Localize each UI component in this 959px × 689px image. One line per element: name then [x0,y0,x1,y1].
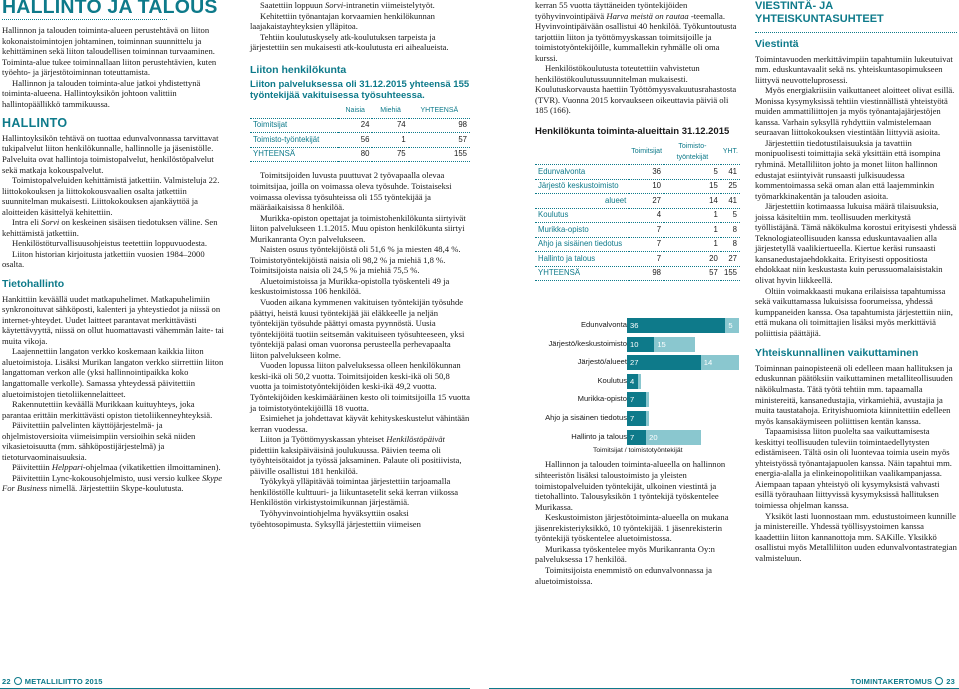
col2-paragraph-7: Aluetoimistoissa ja Murikka-opistolla työskenteli 49 ja keskustoimistossa 106 henkilöä. [250,275,450,297]
chart-category-label: Murikka-opisto [577,394,627,404]
chart-bar-toimistotyontekijat: 1 [646,392,649,407]
chart-bar-toimitsijat: 36 [627,318,725,333]
column-header: Toimitsijat [629,141,664,165]
col4-paragraph-6: Toiminnan painopisteenä oli edelleen maan hallituksen ja eduskunnan päätöksiin vaikuttaminen metalliteollisuuden näkökulmasta. Tätä työtä tehtiin mm. tapaamalla ministereitä, kansanedustajia, virkamiehiä, avustajia ja muita taustatahoja. Erityishuomiota kiinnitettiin edelleen myös kansakäymiseen poliittisen kentän kanssa. [755,362,953,426]
table-row: Toimitsijat 24 74 98 [250,118,470,133]
col4-paragraph-8: Yksiköt lasti luonnostaan mm. edustustoimeen kunnille ja ministereille. Yhdessä työllisyystoimen kanssa kaadettiin liiton kannanottoja mm. SAKille. Yksikkö osallistui myös Metalliliiton uuden edunvalvontastrategian valmisteluun. [755,510,957,563]
tieto-paragraph-5: Päivitettiin Helppari-ohjelmaa (vikatikettien ilmoittaminen). [12,462,221,473]
chart-category-label: Koulutus [597,375,627,385]
table-row: Murikka-opisto 7 1 8 [535,223,740,238]
footer-circle-icon [935,677,943,685]
chart-category-label: Ahjo ja sisäinen tiedotus [545,413,627,422]
table-row: Edunvalvonta 36 5 41 [535,165,740,180]
col2-paragraph-13: Työhyvinvointiohjelma hyväksyttiin osaksi työehtosopimusta. Syksyllä järjestettiin viimeisen [250,507,421,529]
chart-bar-toimitsijat: 7 [627,430,646,445]
col4-paragraph-7: Tapaamisissa liiton puolelta saa vaikuttamisesta keskittyi teollisuuden tuleviin toimintaedellytysten edistämiseen. Tältä osin oli luontevaa toimia usein myös yhteistyössä työnantajapuolen kanssa. Näin tapahtui mm. energia-alalla ja elinkeinopolitiikan vaalikampanjassa. Aiempaan tapaan yhteistyö oli kysymyksistä vahvasti esillä työrauhaan liittyvissä kysymyksissä hallituksen toimiessa ohjelman kanssa. [755,426,952,510]
chart-bar-toimitsijat: 7 [627,411,646,426]
col2-paragraph-9: Vuoden lopussa liiton palveluksessa olleen henkilökunnan keski-ikä oli 50,2 vuotta. Toimitsijoiden keski-ikä oli 50,8 vuotta ja toimistotyöntekijöiden keski-ikä 49,2 vuotta. Työntekijöiden keskimääräinen kesto oli toimitsijoilla 15 vuotta ja toimistotyöntekijöillä 18 vuotta. [250,360,470,413]
table-row: Toimisto-työntekijät 56 1 57 [250,133,470,148]
hallinto-paragraph-4: Henkilöstöturvallisuusohjeistus teetettiin loppuvuodesta. [12,238,208,249]
table-row: alueet 27 14 41 [535,194,740,209]
section-heading-viestinta-yhteiskunta: VIESTINTÄ- JA YHTEISKUNTASUHTEET [755,0,884,25]
staff-summary-heading: Liiton palveluksessa oli 31.12.2015 yhteensä 155 työntekijää vakituisessa työsuhteessa. [250,79,470,102]
column-header: YHT. [721,141,740,165]
page-title: HALLINTO JA TALOUS [2,0,218,18]
col2-paragraph-11: Liiton ja Työttömyyskassan yhteiset Henkilöstöpäivät pidettiin kaksipäiväisinä joulukuussa. Päivien teema oli työyhteisötaidot ja työssä jaksaminen. Palaute oli positiivista, päiville osallistui 181 henkilöä. [250,434,462,476]
col4-paragraph-5: Oltiin voimakkaasti mukana erilaisissa tapahtumissa sekä vaikuttamassa lukuisissa foorumeissa, yhdessä kumppaneiden kanssa. Osa tapahtumista järjestettiin niin, että mukana oli toimittajien lisäksi myös merkittäviä poliittisia päättäjiä. [755,285,953,338]
hallinto-paragraph-1: Hallintoyksikön tehtävä on tuottaa edunvalvonnassa tarvittavat tukipalvelut liiton henkilökunnalle, hallinnolle ja jäsenistölle. Palveluita ovat hallintoja toimistopalvelut, henkilöstöpalvelut sekä matkaja kokouspalvelut. [2,132,219,175]
col4-paragraph-4: Järjestettiin kotimaassa lukuisa määrä tilaisuuksia, joissa käsiteltiin mm. teollisuuden merkitystä työllistäjänä. Tämä näkökulma korostui erityisesti yhdessä Teknologiateollisuuden kanssa eduskuntavaalien alla järjestetyllä vaalikiertueella. Kiertue keräsi runsaasti kansanedustajaehdokkaita. Erityisesti oppositiosta ehdokkaat niin keskustasta kuin perussuomalaisistakin olivat hyvin liikkeellä. [755,201,957,286]
table-heading-toiminta-alueittain: Henkilökunta toiminta-alueittain 31.12.2015 [535,126,730,138]
chart-row [535,392,740,407]
tieto-paragraph-3: Rakennutettiin keväällä Murikkaan kuituyhteys, joka parantaa erittäin merkittävästi opiston tietoliikenneyhteyksiä. [2,399,213,420]
chart-bar-toimistotyontekijat: 1 [646,411,649,426]
chart-row [535,411,740,426]
chart-category-label: Järjestö/keskustoimisto [548,338,627,348]
subheading-yhteiskunnallinen: Yhteiskunnallinen vaikuttaminen [755,347,919,360]
table-row: Ahjo ja sisäinen tiedotus 7 1 8 [535,237,740,252]
chart-row [535,430,740,445]
chart-bar-toimistotyontekijat: 14 [701,355,739,370]
table-row: Järjestö keskustoimisto 10 15 25 [535,179,740,194]
tieto-paragraph-4: Päivitettiin palvelinten käyttöjärjestelmä- ja ohjelmistoversioita viimeisimpiin versioihin sekä niiden vikasietoisuutta (mm. sähköpostijärjestelmä) ja tietoturvaominaisuuksia. [2,420,196,462]
chart-bar-toimistotyontekijat: 15 [654,337,695,352]
staff-gender-table [250,105,470,162]
chart-bar-toimistotyontekijat: 1 [638,374,641,389]
col3-paragraph-6: Toimitsijoista enemmistö on edunvalvonnassa ja aluetoimistoissa. [535,564,712,586]
column-3 [535,0,740,586]
footer-right-text: TOIMINTAKERTOMUS [850,677,933,686]
col2-paragraph-6: Naisten osuus työntekijöistä oli 51,6 % ja miesten 48,4 %. Toimistotyöntekijöistä naisia oli 98,2 % ja miehiä 1,8 %. Toimitsijoista naisia oli 24,5 % ja miehiä 75,5 %. [250,244,461,276]
table-header-row [535,141,740,165]
col2-paragraph-2: Kehitettiin työnantajan korvaamien henkilökunnan laajakaistayhteyksien ylläpitoa. [250,10,435,32]
column-header: YHTEENSÄ [409,105,470,118]
chart-bar-toimitsijat: 27 [627,355,701,370]
chart-category-label: Edunvalvonta [580,320,627,329]
col4-paragraph-3: Järjestettiin tiedotustilaisuuksia ja tavattiin monipuolisesti toimittajia sekä yksittäin että isompina ryhminä. Metalliliiton johto ja monet liiton hallinnon edustajat esiintyivät runsaasti julkisuudessa kommentoimassa sekä oman alan että laajemminkin työmarkkinakentän ja talouden asioita. [755,137,941,201]
chart-bar-toimitsijat: 10 [627,337,654,352]
heading-divider [755,32,957,33]
col2-paragraph-3: Tehtiin koulutuskysely atk-koulutuksen tarpeista ja järjestettiin sen mukaisesti atk-koulutusta eri aihealueista. [250,31,449,53]
table-row-total: YHTEENSÄ 80 75 155 [250,147,470,162]
col2-paragraph-10: Esimiehet ja johdettavat käyvät kehityskeskustelut vähintään kerran vuodessa. [250,413,470,434]
col2-paragraph-8: Vuoden aikana kymmenen vakituisen työntekijän työsuhde päättyi, heistä kuusi työntekijää jäi eläkkeelle ja neljän työntekijän työsuhde päättyi omasta pyynnöstä. Uusia työntekijöitä tuotiin seitsemän vakituiseen työsuhteeseen, yksi työntekijä palasi oman vuoronsa perusteella perhevapaalta liiton palvelukseen kolme. [250,297,465,360]
col2-paragraph-1: Saatettiin loppuun Sorvi-intranetin viimeistelytyöt. [260,0,435,10]
footer-right [851,677,955,686]
chart-row [535,355,740,370]
column-2 [250,0,470,529]
tieto-paragraph-1: Hankittiin keväällä uudet matkapuhelimet. Matkapuhelimiin synkronoituvat sähköposti, kalenteri ja yhteystiedot ja niissä on internet-yhteydet. Uudet laitteet parantavat merkittävästi käytettävyyttä, niissä on ollut huomattavasti vähemmän laite- tai muita vikoja. [2,293,224,346]
hallinto-paragraph-2: Toimistopalveluiden kehittämistä jatkettiin. Valmisteluja 22. liittokokouksen ja liittokokousvaalien osalta jatkettiin suunnitelman mukaisesti. Liittokokouksen ajankäyttöä ja aloitteiden käsittelyä kehitettiin. [2,175,220,217]
col3-paragraph-1: kerran 55 vuotta täyttäneiden työntekijöiden työhyvinvointipäivä Harva meistä on rautaa -teemalla. Hyvinvointipäivään osallistui 40 henkilöä. Työkuntoutusta tarjottiin liiton ja työttömyyskassan toimitsijoille ja toimistotyöntekijöille, kummallekin ryhmälle oli oma kurssi. [535,0,737,63]
hallinto-paragraph-5: Liiton historian kirjoitusta jatkettiin vuosien 1984–2000 osalta. [2,248,205,270]
page-number-left: 22 [2,677,11,686]
chart-row [535,318,740,333]
chart-bar-toimitsijat: 4 [627,374,638,389]
chart-x-axis-label: Toimitsijat / toimistotyöntekijät [593,447,683,454]
table-row: Hallinto ja talous 7 20 27 [535,252,740,267]
chart-row [535,374,740,389]
section-heading-tietohallinto: Tietohallinto [2,278,65,291]
chart-row [535,337,740,352]
col4-paragraph-1: Toimintavuoden merkittävimpiin tapahtumiin lukeutuivat mm. eduskuntavaalit sekä ns. yhteiskuntasopimukseen liittyvä neuvotteluprosessi. [755,53,953,85]
col2-paragraph-12: Työkykyä ylläpitävää toimintaa järjestettiin tarjoamalla henkilöstölle kulttuuri- ja liikuntasetelit sekä kerran viikossa Henkilöstön virkistystoimikunnan järjestämiä. [250,476,459,508]
tieto-paragraph-6: Päivitettiin Lync-kokousohjelmisto, uusi versio kulkee Skype For Business nimellä. Järjestettiin Skype-koulutusta. [2,472,223,494]
title-divider [2,19,167,20]
col3-paragraph-3: Hallinnon ja talouden toiminta-alueella on hallinnon sihteeristön lisäksi taloustoimisto ja yleisten toimistopalveluiden työntekijät, ulkoinen viestintä ja tietohallinto. Talousyksikön 1 työntekijä työskentelee Murikassa. [535,459,726,512]
page-number-right: 23 [946,677,955,686]
footer-left [2,677,103,686]
column-header: Naisia [338,105,372,118]
chart-bar-toimistotyontekijat: 20 [646,430,701,445]
section-heading-hallinto: HALLINTO [2,116,68,131]
col3-paragraph-4: Keskustoimiston järjestötoiminta-alueella on mukana jäsenrekisteriyksikkö, 10 työntekijää. 1 jäsenrekisterin työntekijä työskentelee aluetoimistossa. [535,512,729,544]
chart-bar-toimistotyontekijat: 5 [725,318,739,333]
intro-paragraph: Hallinnon ja talouden toiminta-alueen perustehtävä on liiton kokonaistoimintojen johtaminen, toiminnan suunnittelu ja kehittäminen sekä liiton taloudellisen toiminnan turvaaminen. Toiminta-alue tukee toiminnallaan liiton perustehtävien, kuten työehto- ja järjestötoiminnan toteuttamista. [2,25,217,78]
col2-paragraph-4: Toimitsijoiden luvusta puuttuvat 2 työvapaalla olevaa toimitsijaa, joilla on voimassa oleva työsuhde. Toistaiseksi voimassa olevissa työsuhteissa oli 155 työntekijää ja määräaikaisissa 8 henkilöä. [250,170,452,213]
footer-left-text: METALLILIITTO 2015 [24,677,103,686]
tieto-paragraph-2: Laajennettiin langaton verkko koskemaan kaikkia liiton aluetoimistoja. Lisäksi Murikan langaton verkko siirrettiin liiton langattoman verkon alle (yksi hallinnointipaikka koko langattomalle verkolle). Samassa yhteydessä päivitettiin aluetoimistojen tietoliikennelaitteet. [2,346,224,399]
column-header: Toimisto-työntekijät [664,141,721,165]
section-heading-henkilokunta: Liiton henkilökunta [250,63,347,76]
hallinto-paragraph-3: Intra eli Sorvi on keskeinen sisäisen tiedotuksen väline. Sen kehittämistä jatkettiin. [2,217,218,238]
staff-by-area-table [535,141,740,281]
staff-by-area-chart [535,318,740,460]
table-row: Koulutus 4 1 5 [535,208,740,223]
column-header: Miehiä [372,105,408,118]
table-row-total: YHTEENSÄ 98 57 155 [535,266,740,281]
footer-circle-icon [14,677,22,685]
col3-paragraph-2: Henkilöstökoulutusta toteutettiin vahvistetun henkilöstökoulutussuunnitelman mukaisesti. Koulutuskorvausta haettiin Työttömyysvakuutusrahastosta (TVR). Vuonna 2015 korvaukseen oikeuttavia päiviä oli 185 (166). [535,63,737,116]
table-header-row [250,105,470,118]
chart-category-label: Järjestö/alueet [577,357,627,367]
subheading-viestinta: Viestintä [755,38,799,50]
column-4 [755,0,957,563]
intro-paragraph-2: Hallinnon ja talouden toiminta-alue jatkoi yhdistettynä toiminta-alueena. Hallintoyksikön johtoon valittiin hallintopäällikkö tammikuussa. [2,77,201,109]
column-1 [2,0,224,494]
col3-paragraph-5: Murikassa työskentelee myös Murikanranta Oy:n palveluksessa 17 henkilöä. [535,543,715,565]
col4-paragraph-2: Myös energiakriisiin vaikuttaneet aloitteet olivat esillä. Monissa kysymyksissä tehtiin viestinnällistä yhteistyötä muiden ammattiliittojen ja myös työnantajajärjestöjen kanssa. Varhain syksyllä ryhdyttiin valmistelemaan seuraavan liittokokouksen viestintään liittyviä asioita. [755,85,955,138]
col2-paragraph-5: Murikka-opiston opettajat ja toimistohenkilökunta siirtyivät liiton palvelukseen 1.1.2015. Muu opiston henkilökunta siirtyi Murikanranta Oy:n palvelukseen. [250,212,466,244]
chart-category-label: Hallinto ja talous [571,431,627,441]
chart-bar-toimitsijat: 7 [627,392,646,407]
